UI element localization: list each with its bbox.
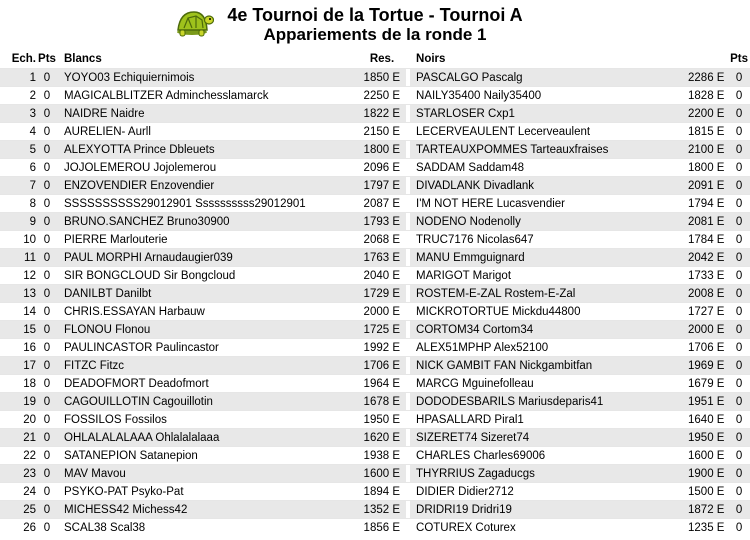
board-number: 21 [0, 429, 36, 447]
col-header-ech: Ech. [11, 53, 36, 65]
white-points: 0 [36, 357, 58, 375]
black-rating: 1951 E [688, 393, 728, 411]
white-player: ENZOVENDIER Enzovendier [58, 177, 354, 195]
board-number: 7 [0, 177, 36, 195]
black-points: 0 [728, 213, 750, 231]
black-rating: 1784 E [688, 233, 725, 246]
white-rating: 1793 E [354, 213, 406, 231]
board-number: 6 [29, 161, 36, 174]
black-rating: 1706 E [688, 341, 725, 354]
white-player: MAGICALBLITZER Adminchesslamarck [64, 89, 269, 102]
board-number: 17 [0, 357, 36, 375]
white-points: 0 [36, 213, 58, 231]
black-points: 0 [735, 89, 743, 102]
black-rating: 1872 E [688, 501, 728, 519]
table-row [0, 357, 750, 375]
black-points: 0 [728, 285, 750, 303]
white-points: 0 [43, 89, 51, 102]
white-rating: 1797 E [354, 177, 406, 195]
board-number: 11 [0, 249, 36, 267]
white-rating: 1706 E [354, 357, 406, 375]
white-rating: 1620 E [354, 429, 406, 447]
col-header-pts-right: Pts [730, 53, 748, 65]
white-rating: 2087 E [363, 197, 400, 210]
black-points: 0 [728, 501, 750, 519]
white-points: 0 [36, 249, 58, 267]
black-points: 0 [728, 357, 750, 375]
black-rating: 1794 E [688, 197, 725, 210]
black-points: 0 [728, 105, 750, 123]
pairings-body [0, 69, 750, 537]
black-rating: 1815 E [688, 125, 725, 138]
table-row [0, 69, 750, 87]
black-player: CHARLES Charles69006 [416, 449, 546, 462]
table-row [0, 519, 750, 537]
white-points: 0 [36, 69, 58, 87]
black-player: MARIGOT Marigot [416, 269, 512, 282]
black-player: MICKROTORTUE Mickdu44800 [416, 305, 581, 318]
white-rating: 2068 E [363, 233, 400, 246]
table-row [0, 285, 750, 303]
black-points: 0 [735, 413, 743, 426]
board-number: 3 [0, 105, 36, 123]
white-player: JOJOLEMEROU Jojolemerou [64, 161, 217, 174]
black-points: 0 [728, 465, 750, 483]
board-number: 5 [0, 141, 36, 159]
black-player: THYRRIUS Zagaducgs [410, 465, 688, 483]
board-number: 19 [0, 393, 36, 411]
black-rating: 1640 E [688, 413, 725, 426]
white-rating: 1992 E [363, 341, 400, 354]
board-number: 24 [23, 485, 36, 498]
black-points: 0 [735, 485, 743, 498]
white-rating: 1678 E [354, 393, 406, 411]
board-number: 23 [0, 465, 36, 483]
black-rating: 1727 E [688, 305, 725, 318]
white-player: SSSSSSSSSS29012901 Ssssssssss29012901 [64, 197, 306, 210]
board-number: 18 [23, 377, 36, 390]
white-player: SCAL38 Scal38 [64, 521, 146, 534]
board-number: 15 [0, 321, 36, 339]
white-player: SIR BONGCLOUD Sir Bongcloud [64, 269, 236, 282]
white-points: 0 [36, 321, 58, 339]
table-row [0, 267, 750, 285]
black-points: 0 [735, 305, 743, 318]
table-row [0, 249, 750, 267]
white-player: NAIDRE Naidre [58, 105, 354, 123]
board-number: 2 [29, 89, 36, 102]
black-player: DIVADLANK Divadlank [410, 177, 688, 195]
black-rating: 1733 E [688, 269, 725, 282]
black-rating: 1600 E [688, 449, 725, 462]
black-rating: 1969 E [688, 357, 728, 375]
black-rating: 2081 E [688, 213, 728, 231]
board-number: 9 [0, 213, 36, 231]
white-player: FOSSILOS Fossilos [64, 413, 167, 426]
table-header-row [0, 50, 750, 69]
white-player: CAGOUILLOTIN Cagouillotin [58, 393, 354, 411]
white-points: 0 [36, 465, 58, 483]
black-rating: 1950 E [688, 429, 728, 447]
white-player: OHLALALALAAA Ohlalalalaaa [58, 429, 354, 447]
page-header [0, 0, 750, 50]
white-points: 0 [36, 141, 58, 159]
white-rating: 1938 E [363, 449, 400, 462]
table-row [0, 447, 750, 465]
white-player: CHRIS.ESSAYAN Harbauw [64, 305, 205, 318]
white-points: 0 [36, 393, 58, 411]
black-player: LECERVEAULENT Lecerveaulent [416, 125, 591, 138]
table-row [0, 87, 750, 105]
black-rating: 2286 E [688, 69, 728, 87]
black-player: TARTEAUXPOMMES Tarteauxfraises [410, 141, 688, 159]
black-points: 0 [728, 141, 750, 159]
black-rating: 2091 E [688, 177, 728, 195]
white-points: 0 [43, 233, 51, 246]
board-number: 22 [23, 449, 36, 462]
white-rating: 1729 E [354, 285, 406, 303]
board-number: 10 [23, 233, 36, 246]
white-rating: 1964 E [363, 377, 400, 390]
pairings-table [0, 50, 750, 536]
white-rating: 1856 E [363, 521, 400, 534]
black-player: TRUC7176 Nicolas647 [416, 233, 534, 246]
black-player: NAILY35400 Naily35400 [416, 89, 542, 102]
black-points: 0 [728, 393, 750, 411]
black-points: 0 [728, 177, 750, 195]
white-rating: 1763 E [354, 249, 406, 267]
white-points: 0 [36, 285, 58, 303]
table-row [0, 339, 750, 357]
table-row [0, 105, 750, 123]
board-number: 1 [0, 69, 36, 87]
black-points: 0 [735, 341, 743, 354]
black-rating: 2008 E [688, 285, 728, 303]
black-points: 0 [735, 161, 743, 174]
table-row [0, 375, 750, 393]
black-rating: 2042 E [688, 249, 728, 267]
black-points: 0 [728, 249, 750, 267]
white-points: 0 [43, 449, 51, 462]
black-rating: 1500 E [688, 485, 725, 498]
black-points: 0 [735, 197, 743, 210]
white-player: PAULINCASTOR Paulincastor [64, 341, 219, 354]
turtle-icon [174, 6, 214, 38]
white-rating: 1894 E [363, 485, 400, 498]
black-player: NODENO Nodenolly [410, 213, 688, 231]
white-points: 0 [36, 177, 58, 195]
black-points: 0 [735, 233, 743, 246]
board-number: 20 [23, 413, 36, 426]
table-row [0, 231, 750, 249]
white-player: YOYO03 Echiquiernimois [58, 69, 354, 87]
black-points: 0 [735, 125, 743, 138]
col-header-elo [688, 50, 728, 69]
table-row [0, 303, 750, 321]
white-rating: 2040 E [363, 269, 400, 282]
col-header-res: Res. [369, 53, 395, 65]
white-rating: 2000 E [363, 305, 400, 318]
black-player: CORTOM34 Cortom34 [410, 321, 688, 339]
black-points: 0 [735, 269, 743, 282]
table-row [0, 213, 750, 231]
black-player: MANU Emmguignard [410, 249, 688, 267]
white-points: 0 [36, 429, 58, 447]
black-player: ALEX51MPHP Alex52100 [416, 341, 549, 354]
table-row [0, 393, 750, 411]
black-rating: 2200 E [688, 105, 728, 123]
black-rating: 1679 E [688, 377, 725, 390]
col-header-noirs: Noirs [416, 53, 446, 65]
white-points: 0 [43, 521, 51, 534]
white-player: SATANEPION Satanepion [64, 449, 198, 462]
board-number: 26 [23, 521, 36, 534]
white-player: DEADOFMORT Deadofmort [64, 377, 209, 390]
table-row [0, 141, 750, 159]
black-points: 0 [728, 321, 750, 339]
white-player: AURELIEN- Aurll [64, 125, 151, 138]
white-points: 0 [43, 377, 51, 390]
white-rating: 1800 E [354, 141, 406, 159]
board-number: 14 [23, 305, 36, 318]
table-row [0, 483, 750, 501]
col-header-blancs: Blancs [64, 53, 102, 65]
white-rating: 1600 E [354, 465, 406, 483]
white-points: 0 [43, 161, 51, 174]
white-rating: 2096 E [363, 161, 400, 174]
black-player: I'M NOT HERE Lucasvendier [416, 197, 565, 210]
table-row [0, 195, 750, 213]
white-points: 0 [43, 269, 51, 282]
white-player: DANILBT Danilbt [58, 285, 354, 303]
white-points: 0 [43, 341, 51, 354]
table-row [0, 465, 750, 483]
white-player: BRUNO.SANCHEZ Bruno30900 [58, 213, 354, 231]
board-number: 8 [29, 197, 36, 210]
black-points: 0 [728, 69, 750, 87]
white-player: PIERRE Marlouterie [64, 233, 168, 246]
white-rating: 2250 E [363, 89, 400, 102]
black-rating: 2100 E [688, 141, 728, 159]
white-points: 0 [43, 125, 51, 138]
black-player: HPASALLARD Piral1 [416, 413, 524, 426]
white-rating: 1822 E [354, 105, 406, 123]
black-rating: 1800 E [688, 161, 725, 174]
white-player: FLONOU Flonou [58, 321, 354, 339]
white-player: ALEXYOTTA Prince Dbleuets [58, 141, 354, 159]
black-points: 0 [728, 429, 750, 447]
table-row [0, 411, 750, 429]
white-points: 0 [36, 105, 58, 123]
black-player: COTUREX Coturex [416, 521, 516, 534]
table-row [0, 123, 750, 141]
black-player: DIDIER Didier2712 [416, 485, 514, 498]
table-row [0, 177, 750, 195]
black-rating: 1235 E [688, 521, 725, 534]
black-player: STARLOSER Cxp1 [410, 105, 688, 123]
black-player: MARCG Mguinefolleau [416, 377, 534, 390]
black-points: 0 [735, 449, 743, 462]
black-points: 0 [735, 521, 743, 534]
black-player: SADDAM Saddam48 [416, 161, 525, 174]
table-row [0, 501, 750, 519]
black-player: DRIDRI19 Dridri19 [410, 501, 688, 519]
black-rating: 1900 E [688, 465, 728, 483]
page-subtitle: Appariements de la ronde 1 [263, 25, 487, 44]
board-number: 25 [0, 501, 36, 519]
white-rating: 1950 E [363, 413, 400, 426]
table-row [0, 429, 750, 447]
white-points: 0 [43, 485, 51, 498]
white-player: PSYKO-PAT Psyko-Pat [64, 485, 184, 498]
black-player: PASCALGO Pascalg [410, 69, 688, 87]
board-number: 4 [29, 125, 36, 138]
board-number: 13 [0, 285, 36, 303]
black-rating: 2000 E [688, 321, 728, 339]
col-header-pts: Pts [38, 53, 56, 65]
white-points: 0 [43, 413, 51, 426]
white-points: 0 [43, 305, 51, 318]
white-player: MAV Mavou [58, 465, 354, 483]
black-player: SIZERET74 Sizeret74 [410, 429, 688, 447]
board-number: 16 [23, 341, 36, 354]
white-points: 0 [36, 501, 58, 519]
black-player: NICK GAMBIT FAN Nickgambitfan [410, 357, 688, 375]
page-title: 4e Tournoi de la Tortue - Tournoi A [227, 5, 523, 25]
black-points: 0 [735, 377, 743, 390]
white-rating: 1725 E [354, 321, 406, 339]
black-player: ROSTEM-E-ZAL Rostem-E-Zal [410, 285, 688, 303]
table-row [0, 321, 750, 339]
black-rating: 1828 E [688, 89, 725, 102]
white-points: 0 [43, 197, 51, 210]
white-rating: 2150 E [363, 125, 400, 138]
board-number: 12 [23, 269, 36, 282]
white-rating: 1850 E [354, 69, 406, 87]
black-player: DODODESBARILS Mariusdeparis41 [410, 393, 688, 411]
white-player: PAUL MORPHI Arnaudaugier039 [58, 249, 354, 267]
white-player: FITZC Fitzc [58, 357, 354, 375]
white-player: MICHESS42 Michess42 [58, 501, 354, 519]
white-rating: 1352 E [354, 501, 406, 519]
table-row [0, 159, 750, 177]
